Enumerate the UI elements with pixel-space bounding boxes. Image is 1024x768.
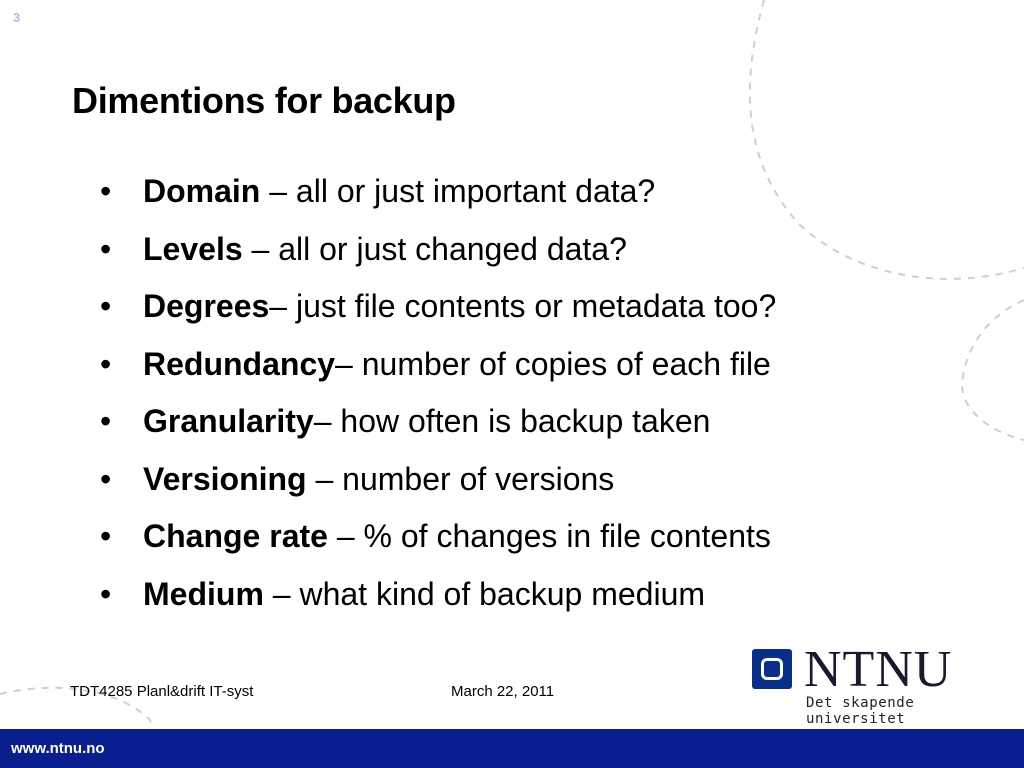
bullet-term: Redundancy xyxy=(143,345,336,382)
bullet-term: Granularity xyxy=(143,403,314,439)
bullet-glyph: • xyxy=(100,288,112,324)
bullet-item xyxy=(100,451,776,509)
bullet-item xyxy=(100,163,776,221)
footer-course: TDT4285 Planl&drift IT-syst xyxy=(70,683,254,700)
bullet-text: – number of copies of each file xyxy=(335,345,771,382)
bullet-term: Versioning xyxy=(143,460,307,497)
slide-title: Dimentions for backup xyxy=(72,80,456,121)
bullet-text: – % of changes in file contents xyxy=(327,518,771,554)
bullet-term: Change rate xyxy=(143,518,328,554)
bullet-list xyxy=(100,163,776,623)
bullet-item xyxy=(100,393,776,451)
slide-number: 3 xyxy=(13,10,21,25)
bullet-term: Medium xyxy=(143,575,264,612)
bullet-text: – how often is backup taken xyxy=(313,403,711,439)
footer-date: March 22, 2011 xyxy=(451,683,555,700)
bullet-item xyxy=(100,278,776,336)
bullet-term: Domain xyxy=(143,173,261,209)
bullet-item xyxy=(100,221,776,279)
bullet-text: – all or just important data? xyxy=(260,173,656,209)
bullet-glyph: • xyxy=(100,345,112,382)
bullet-glyph: • xyxy=(100,460,112,497)
bullet-glyph: • xyxy=(100,575,112,612)
bullet-glyph: • xyxy=(100,403,112,439)
ntnu-logo-icon xyxy=(752,649,792,689)
bullet-item xyxy=(100,336,776,394)
bullet-glyph: • xyxy=(100,518,112,554)
bullet-term: Degrees xyxy=(143,288,270,324)
bullet-text: – number of versions xyxy=(306,460,615,497)
bullet-glyph: • xyxy=(100,230,112,267)
bullet-text: – what kind of backup medium xyxy=(263,575,706,612)
bullet-item xyxy=(100,508,776,566)
bullet-item xyxy=(100,566,776,624)
bullet-text: – just file contents or metadata too? xyxy=(269,288,777,324)
bullet-term: Levels xyxy=(143,230,243,267)
logo-tagline: Det skapende universitet xyxy=(806,695,915,727)
bullet-text: – all or just changed data? xyxy=(242,230,627,267)
bullet-glyph: • xyxy=(100,173,112,209)
footer-url: www.ntnu.no xyxy=(11,740,105,757)
logo-wordmark: NTNU xyxy=(804,641,953,698)
ntnu-logo xyxy=(752,641,1000,727)
bottom-bar xyxy=(0,729,1024,768)
